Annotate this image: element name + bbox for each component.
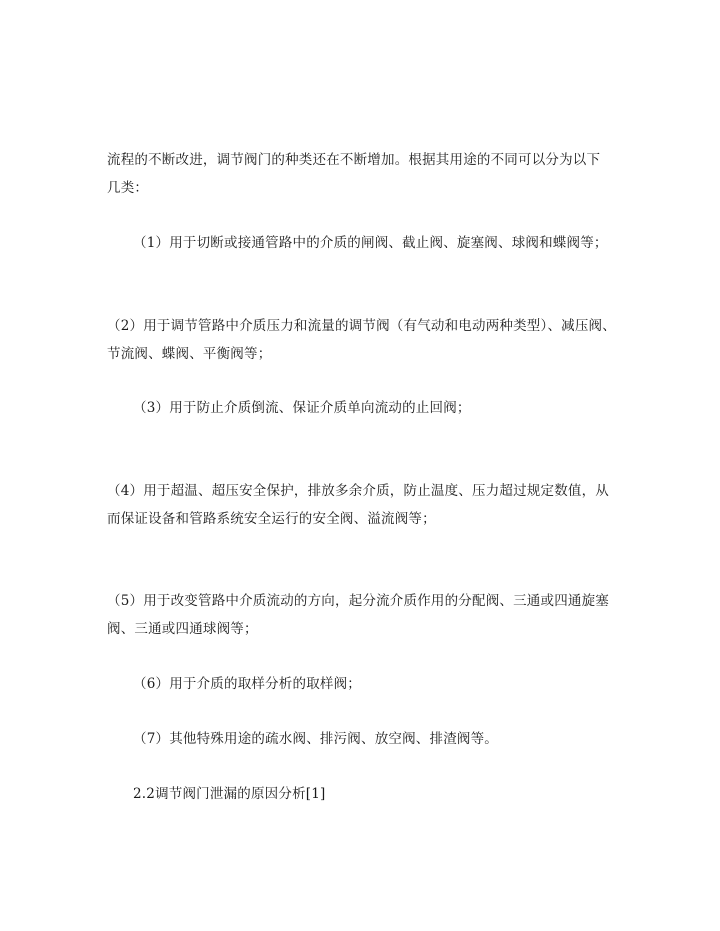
list-item-3: （3）用于防止介质倒流、保证介质单向流动的止回阀； — [133, 400, 471, 416]
list-item-6: （6）用于介质的取样分析的取样阀； — [133, 676, 361, 692]
intro-line-1: 流程的不断改进，调节阀门的种类还在不断增加。根据其用途的不同可以分为以下 — [107, 152, 601, 168]
list-item-2-line-1: （2）用于调节管路中介质压力和流量的调节阀（有气动和电动两种类型）、减压阀、 — [107, 318, 616, 334]
intro-line-2: 几类： — [107, 180, 149, 196]
list-item-7: （7）其他特殊用途的疏水阀、排污阀、放空阀、排渣阀等。 — [133, 731, 498, 747]
list-item-1: （1）用于切断或接通管路中的介质的闸阀、截止阀、旋塞阀、球阀和蝶阀等； — [133, 235, 608, 251]
list-item-5-line-2: 阀、三通或四通球阀等； — [107, 621, 258, 637]
list-item-2-line-2: 节流阀、蝶阀、平衡阀等； — [107, 346, 272, 362]
list-item-4-line-1: （4）用于超温、超压安全保护，排放多余介质，防止温度、压力超过规定数值，从 — [107, 483, 609, 499]
list-item-4-line-2: 而保证设备和管路系统安全运行的安全阀、溢流阀等； — [107, 511, 436, 527]
list-item-5-line-1: （5）用于改变管路中介质流动的方向，起分流介质作用的分配阀、三通或四通旋塞 — [107, 593, 609, 609]
section-heading: 2.2调节阀门泄漏的原因分析[1] — [133, 786, 326, 802]
